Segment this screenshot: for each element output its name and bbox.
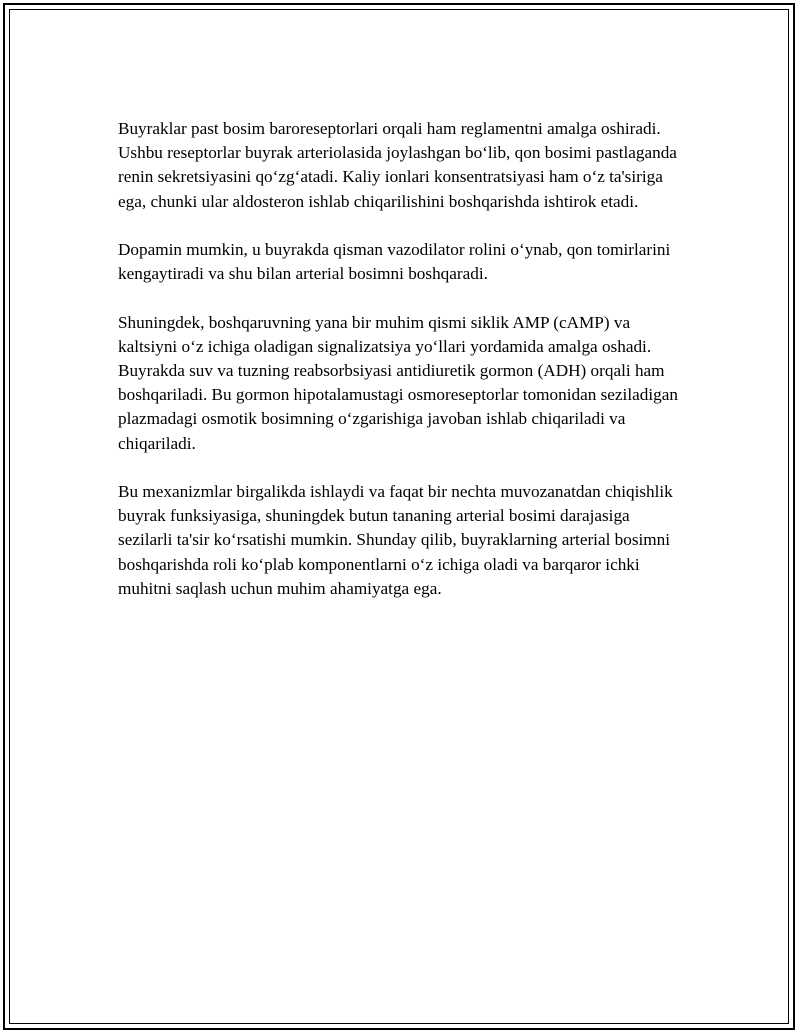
paragraph-4: Bu mexanizmlar birgalikda ishlaydi va faqat bir nechta muvozanatdan chiqishlik buyrak funksiyasiga, shuningdek butun tananing arterial bosimi darajasiga sezilarli ta'sir ko‘rsatishi mumkin. Shunday qilib, buyraklarning arterial bosimni boshqarishda roli ko‘plab komponentlarni o‘z ichiga oladi va barqaror ichki muhitni saqlash uchun muhim ahamiyatga ega. <box>118 482 673 598</box>
paragraph-3: Shuningdek, boshqaruvning yana bir muhim qismi siklik AMP (cAMP) va kaltsiyni o‘z ichiga oladigan signalizatsiya yo‘llari yordamida amalga oshadi. Buyrakda suv va tuzning reabsorbsiyasi antidiuretik gormon (ADH) orqali ham boshqariladi. Bu gormon hipotalamustagi osmoreseptorlar tomonidan seziladigan plazmadagi osmotik bosimning o‘zgarishiga javoban ishlab chiqariladi va chiqariladi. <box>118 312 678 453</box>
document-body <box>118 117 688 625</box>
paragraph-1: Buyraklar past bosim baroreseptorlari orqali ham reglamentni amalga oshiradi. Ushbu reseptorlar buyrak arteriolasida joylashgan bo‘lib, qon bosimi pastlaganda renin sekretsiyasini qo‘zg‘atadi. Kaliy ionlari konsentratsiyasi ham o‘z ta'siriga ega, chunki ular aldosteron ishlab chiqarilishini boshqarishda ishtirok etadi. <box>118 119 677 211</box>
paragraph-2: Dopamin mumkin, u buyrakda qisman vazodilator rolini o‘ynab, qon tomirlarini kengaytiradi va shu bilan arterial bosimni boshqaradi. <box>118 240 671 284</box>
